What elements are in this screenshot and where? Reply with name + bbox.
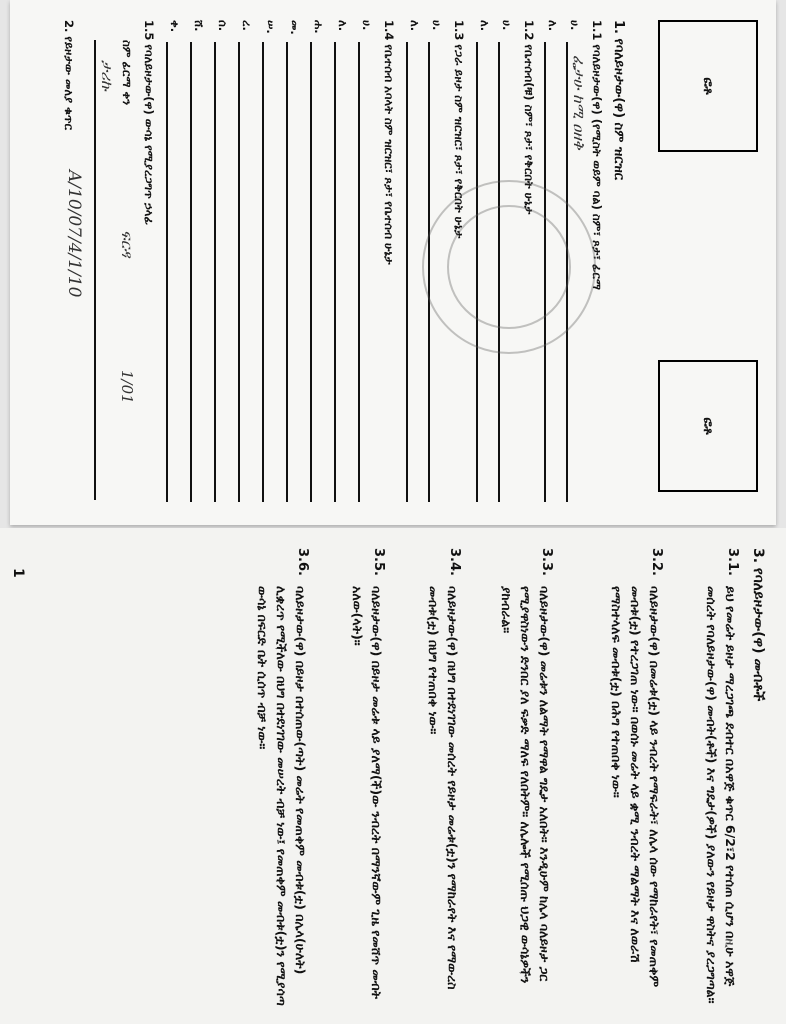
para-3-3: ባለይዞታው(ዋ) መሬቱን ለልማት የማዋል ግዴታ አለበት። እንዲሁም ከሌላ ባለይዞታ ጋር የሚያዋስነውን ድንበር ያለ ፍቃድ ማለፍ የለበትም። ለሌሎች የሚሰጡ ህጋዊ ውሳኔዎችን ያከብራል። (499, 586, 552, 984)
row-label: ረ. (240, 20, 254, 31)
handwritten-name: ፌታሁ ከሚ ዐዘቅ (570, 55, 588, 150)
answer-line (94, 40, 96, 500)
row-label: ሠ. (264, 20, 278, 34)
answer-line (286, 42, 288, 502)
question-1-3: 1.3 የጋራ ይዞታ ስም ዝርዝር፣ ጾታ፣ የቅርበት ሁኔታ (452, 20, 466, 239)
handwritten-signature: ፍርዳ (118, 230, 136, 258)
signature-labels: ስም ፊርማ ቀን (120, 40, 134, 106)
row-label: ሀ. (500, 20, 514, 31)
row-label: ሰ. (216, 20, 230, 32)
para-3-6-number: 3.6. (295, 548, 310, 576)
rights-content (0, 528, 786, 1024)
answer-line (358, 42, 360, 502)
row-label: ሸ. (192, 20, 206, 32)
photo-label: ፎቶ (700, 417, 716, 435)
para-3-1-number: 3.1. (725, 548, 740, 576)
answer-line (334, 42, 336, 502)
answer-line (310, 42, 312, 502)
answer-line (214, 42, 216, 502)
question-2: 2. የይዞታው መለያ ቁጥር (62, 20, 76, 130)
photo-box-1 (658, 20, 758, 152)
row-label: ሀ. (568, 20, 582, 31)
row-label: ሀ. (430, 20, 444, 31)
para-3-4-number: 3.4. (447, 548, 462, 576)
row-label: መ. (288, 20, 302, 35)
para-3-6: ባለይዞታው(ዋ) በይዞታ በተሰጠው(ጣት) መሬት የመጠቀም መብቱ(ቷ) በሌላ(ሁለት) ሊቋረጥ የሚችለው በህግ በተደነገገው መሠረት ብቻ ነው፤ የመጠቀም መብቱ(ቷ)ን የሚያሳጣ ውሳኔ በፍርድ ቤት ሲሰጥ ብቻ ነው። (255, 586, 308, 1006)
question-1-1: 1.1 የባለይዞታው(ዋ) (የሚስት ወይም ባል) ስም፣ ጾታ፣ ፊርማ (590, 20, 604, 290)
handwritten-parcel-id: A/10/07/4/1/10 (64, 170, 84, 298)
para-3-2: ባለይዞታው(ዋ) በመሬቱ(ቷ) ላይ ንብረት የማፍራት፣ ለሌላ ሰው የማከራየት፣ የመጠቀም መብቱ(ቷ) የተረጋገጠ ነው። በወሰኑ መሬት ላይ ቋሚ ንብረት ማልማት እና ለወራሽ የማስተላለፍ መብቱ(ቷ) በሕግ የተጠበቀ ነው። (609, 586, 662, 988)
answer-line (238, 42, 240, 502)
para-3-4: ባለይዞታው(ዋ) በህግ በተደነገገው መሰረት የይዞታ መሬቱ(ቷ)ን የማከራየት እና የማውረስ መብቱ(ቷ) በህግ የተጠበቀ ነው። (426, 586, 460, 990)
official-stamp-inner (447, 205, 571, 329)
para-3-1: ይህ የመሬት ይዞታ ማረጋገጫ ደብተር በአዋጅ ቁጥር 6/2፣2 የተሰጠ ሲሆን በዚሁ አዋጅ መሰረት የባለይዞታው(ዋ) መብት(ቶች) እና ግዴታ(ዎች) ያለውን የይዞታ ዋስትና ያረጋግጣል። (704, 586, 738, 1004)
form-page (10, 0, 776, 525)
question-1-4: 1.4 የቤተሰብ አባላት ስም ዝርዝር፣ ጾታ፣ የቤተሰብ ሁኔታ (382, 20, 396, 265)
answer-line (190, 42, 192, 502)
row-label: ቀ. (168, 20, 182, 33)
answer-line (406, 42, 408, 502)
row-label: ለ. (546, 20, 560, 32)
answer-line (166, 42, 168, 502)
para-3-5: ባለይዞታው(ዋ) በይዞታ መሬቱ ላይ ያለማ(ች)ው ንብረት በማንኛውም ጊዜ የመሸጥ መብት አለው(ላት)። (350, 586, 384, 999)
page-number: 1 (10, 568, 26, 578)
question-1-2: 1.2 የቤተሰብ(ቹ) ስም፣ ጾታ፣ የቅርበት ሁኔታ (522, 20, 536, 215)
section-title: 1. የባለይዞታው(ዋ) ስም ዝርዝር (611, 20, 626, 180)
section-3-title: 3. የባለይዞታው(ዋ) መብቶች (750, 548, 766, 702)
para-3-5-number: 3.5. (371, 548, 386, 576)
answer-line (262, 42, 264, 502)
row-label: ለ. (336, 20, 350, 32)
form-content (10, 0, 776, 525)
row-label: ለ. (408, 20, 422, 32)
handwritten-date: 1/01 (118, 370, 136, 404)
question-1-5: 1.5 የባለይዞታው(ዋ) ውሳኔ የሚያረጋግጥ ኃላፊ (142, 20, 156, 226)
para-3-3-number: 3.3. (539, 548, 554, 576)
row-label: ለ. (478, 20, 492, 32)
para-3-2-number: 3.2. (649, 548, 664, 576)
photo-label: ፎቶ (700, 77, 716, 95)
handwritten-official: ታሪኩ (98, 60, 116, 91)
row-label: ሀ. (360, 20, 374, 31)
photo-box-2 (658, 360, 758, 492)
rights-page (0, 528, 786, 1024)
row-label: ሐ. (312, 20, 326, 34)
